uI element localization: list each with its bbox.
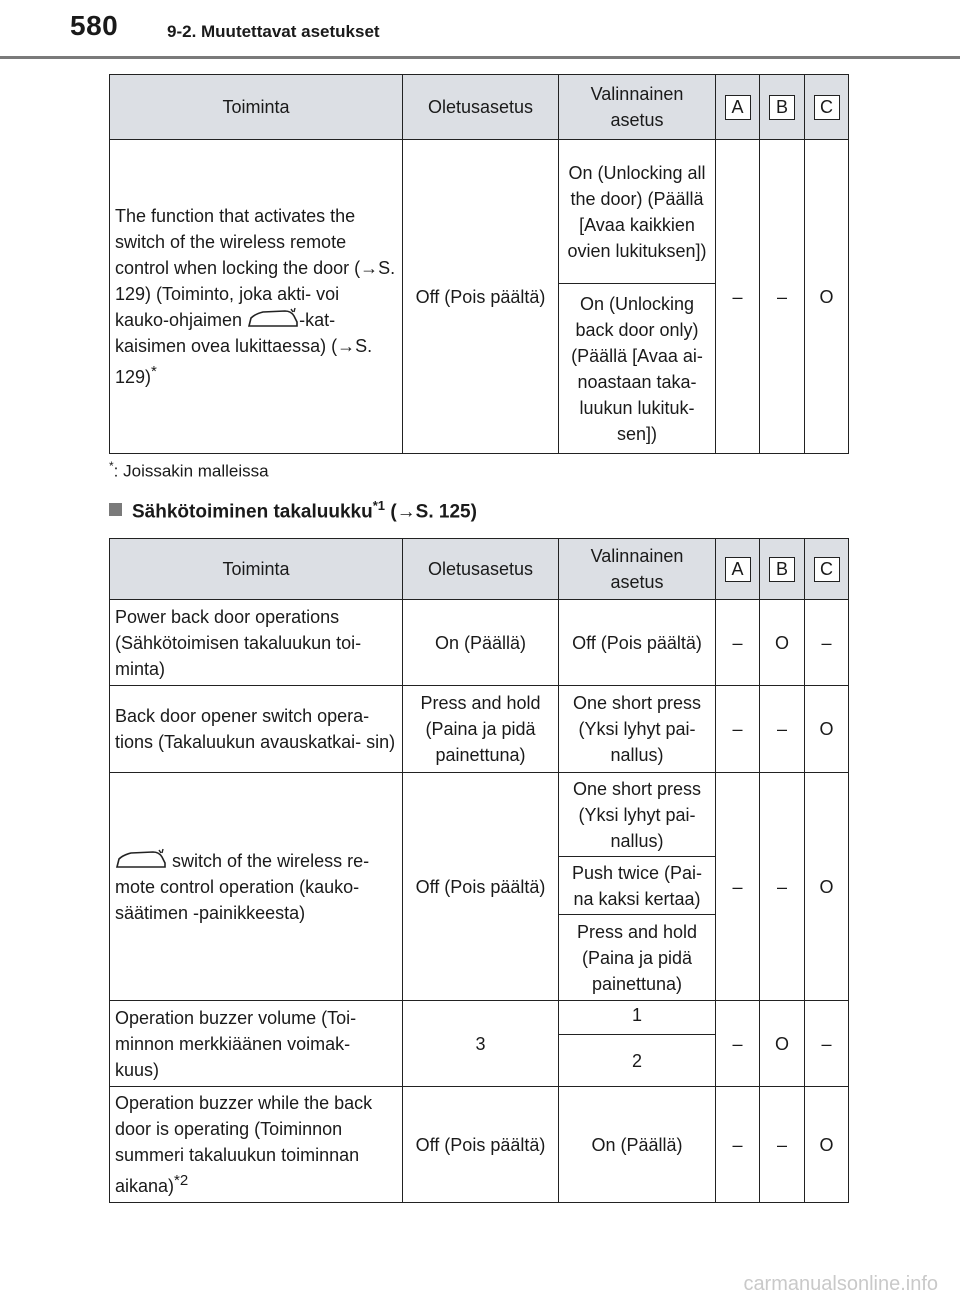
table-row xyxy=(110,140,849,284)
header-c xyxy=(805,539,849,600)
header-optional: Valinnainen asetus xyxy=(559,539,716,600)
section-square-icon xyxy=(109,503,122,516)
option-cell: One short press (Yksi lyhyt pai- nallus) xyxy=(559,686,716,773)
footnote-text: : Joissakin malleissa xyxy=(113,461,269,481)
footnote-mark: *2 xyxy=(174,1172,189,1189)
section-header-title: 9-2. Muutettavat asetukset xyxy=(167,22,380,41)
function-cell: Back door opener switch opera- tions (Takaluukun avauskatkai- sin) xyxy=(110,686,403,773)
option-cell: 2 xyxy=(559,1035,716,1087)
page-number: 580 xyxy=(70,10,119,41)
page-reference: S. 129 xyxy=(115,336,373,387)
model-b-cell: – xyxy=(760,686,805,773)
footnote xyxy=(109,459,269,482)
default-cell: 3 xyxy=(403,1001,559,1087)
table-header-row xyxy=(110,75,849,140)
model-c-box: C xyxy=(814,557,840,582)
option-cell: On (Unlocking all the door) (Päällä [Avaa kaikkien ovien lukituksen]) xyxy=(559,140,716,284)
table-header-row xyxy=(110,539,849,600)
model-b-cell: – xyxy=(760,1087,805,1203)
header-a xyxy=(716,75,760,140)
model-a-cell: – xyxy=(716,1087,760,1203)
arrow-right-icon: → xyxy=(360,258,379,278)
table-row xyxy=(110,773,849,857)
function-cell xyxy=(110,1087,403,1203)
model-b-box: B xyxy=(769,557,795,582)
model-b-cell: – xyxy=(760,140,805,454)
function-cell xyxy=(110,140,403,454)
model-a-cell: – xyxy=(716,1001,760,1087)
table-row xyxy=(110,1001,849,1035)
watermark: carmanualsonline.info xyxy=(743,1273,938,1295)
function-text: ) (Toiminto, joka akti- voi kauko-ohjaimen xyxy=(115,284,340,330)
function-cell xyxy=(110,773,403,1001)
header-b xyxy=(760,75,805,140)
function-cell: Operation buzzer volume (Toi- minnon merkkiäänen voimak- kuus) xyxy=(110,1001,403,1087)
model-c-cell: O xyxy=(805,1087,849,1203)
table-row xyxy=(110,1087,849,1203)
header-function: Toiminta xyxy=(110,75,403,140)
header-c xyxy=(805,75,849,140)
model-b-cell: O xyxy=(760,600,805,686)
default-cell: Off (Pois päältä) xyxy=(403,140,559,454)
model-c-box: C xyxy=(814,95,840,120)
header-function: Toiminta xyxy=(110,539,403,600)
model-c-cell: O xyxy=(805,773,849,1001)
section-heading xyxy=(109,498,477,523)
function-text: ) xyxy=(145,367,152,387)
header-rule xyxy=(0,56,960,59)
header-default: Oletusasetus xyxy=(403,539,559,600)
option-cell: On (Unlocking back door only) (Päällä [Avaa ai- noastaan taka- luukun lukituk- sen]) xyxy=(559,284,716,454)
option-cell: Off (Pois päältä) xyxy=(559,600,716,686)
model-a-box: A xyxy=(725,557,751,582)
table-row xyxy=(110,600,849,686)
footnote-mark: * xyxy=(109,459,114,473)
settings-table-1 xyxy=(109,74,849,454)
model-a-cell: – xyxy=(716,773,760,1001)
default-cell: Off (Pois päältä) xyxy=(403,1087,559,1203)
header-default: Oletusasetus xyxy=(403,75,559,140)
option-cell: 1 xyxy=(559,1001,716,1035)
option-cell: Press and hold (Paina ja pidä painettuna) xyxy=(559,915,716,1001)
back-door-icon xyxy=(115,848,167,870)
model-a-box: A xyxy=(725,95,751,120)
footnote-mark: *1 xyxy=(372,498,386,513)
back-door-icon xyxy=(247,307,299,329)
model-a-cell: – xyxy=(716,600,760,686)
option-cell: On (Päällä) xyxy=(559,1087,716,1203)
header-a xyxy=(716,539,760,600)
paren: ( xyxy=(390,501,397,523)
model-c-cell: – xyxy=(805,1001,849,1087)
model-b-box: B xyxy=(769,95,795,120)
function-text: The function that activates the switch of the wireless remote control when locking the door ( xyxy=(115,206,361,278)
header-optional: Valinnainen asetus xyxy=(559,75,716,140)
default-cell: Off (Pois päältä) xyxy=(403,773,559,1001)
arrow-right-icon: → xyxy=(337,336,356,356)
default-cell: Press and hold (Paina ja pidä painettuna) xyxy=(403,686,559,773)
function-text: -kat- kaisimen ovea lukittaessa) ( xyxy=(115,310,338,356)
model-c-cell: O xyxy=(805,140,849,454)
page-reference: S. 125 xyxy=(415,501,471,523)
model-a-cell: – xyxy=(716,686,760,773)
function-cell: Power back door operations (Sähkötoimisen takaluukun toi- minta) xyxy=(110,600,403,686)
section-title: Sähkötoiminen takaluukku xyxy=(132,501,373,523)
option-cell: Push twice (Pai- na kaksi kertaa) xyxy=(559,857,716,915)
function-text: Operation buzzer while the back door is operating (Toiminnon summeri takaluukun toiminnan aikana) xyxy=(115,1093,373,1196)
footnote-mark: * xyxy=(151,363,157,380)
model-c-cell: – xyxy=(805,600,849,686)
option-cell: One short press (Yksi lyhyt pai- nallus) xyxy=(559,773,716,857)
model-a-cell: – xyxy=(716,140,760,454)
table-row xyxy=(110,686,849,773)
arrow-right-icon: → xyxy=(396,501,416,523)
settings-table-2 xyxy=(109,538,849,1203)
model-b-cell: O xyxy=(760,1001,805,1087)
model-b-cell: – xyxy=(760,773,805,1001)
model-c-cell: O xyxy=(805,686,849,773)
function-text: switch of the wireless re- mote control operation (kauko- säätimen -painikkeesta) xyxy=(115,850,370,923)
default-cell: On (Päällä) xyxy=(403,600,559,686)
page-reference: S. 129 xyxy=(115,258,396,304)
header-b xyxy=(760,539,805,600)
paren: ) xyxy=(470,501,477,523)
